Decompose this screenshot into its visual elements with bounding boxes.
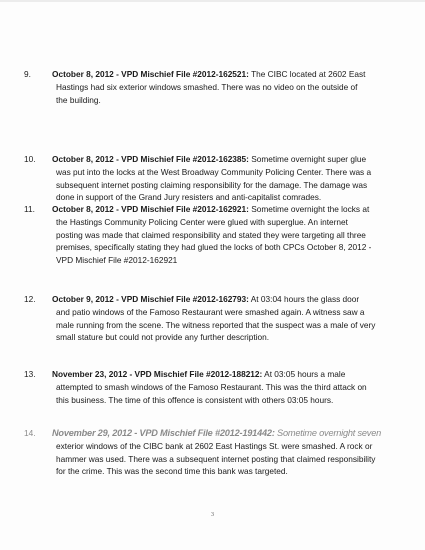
entry-line: for the crime. This was the second time this bank was targeted.: [56, 466, 288, 477]
entry-line: VPD Mischief File #2012-162921: [56, 255, 178, 266]
entry-text-run: Sometime overnight super glue: [248, 154, 367, 164]
entry-text: [52, 368, 382, 406]
scan-edge: [0, 0, 425, 2]
entry-line: the Hastings Community Policing Center were glued with superglue. An internet: [56, 216, 348, 227]
entry-line: male running from the scene. The witness reported that the suspect was a male of very: [56, 319, 376, 330]
entry-text-run: Sometime overnight seven: [274, 428, 382, 438]
entry-text-run: The CIBC located at 2602 East: [248, 69, 366, 79]
entry-line: was put into the locks at the West Broadway Community Policing Center. There was a: [56, 166, 372, 177]
entry-text-run: At 03:04 hours the glass door: [248, 294, 360, 304]
entry-line: [52, 203, 382, 216]
entry-line: and patio windows of the Famoso Restaurant were smashed again. A witness saw a: [56, 306, 365, 317]
entry-line: premises, specifically stating they had glued the locks of both CPCs October 8, 2012 -: [56, 242, 372, 253]
entry-text: [52, 153, 382, 204]
entry-text-run: At 03:05 hours a male: [262, 369, 346, 379]
entry-line: exterior windows of the CIBC bank at 2602 East Hastings St. were smashed. A rock or: [56, 440, 373, 451]
entry-heading: November 29, 2012 - VPD Mischief File #2012-191442:: [52, 428, 275, 438]
entry-line: Hastings had six exterior windows smashed. There was no video on the outside of: [56, 81, 358, 92]
entry-text: [52, 68, 382, 106]
entry-number: 10.: [24, 154, 36, 164]
entry-line: subsequent internet posting claiming responsibility for the damage. The damage was: [56, 179, 368, 190]
entry-text-run: Sometime overnight the locks at: [248, 204, 370, 214]
entry-line: attempted to smash windows of the Famoso Restaurant. This was the third attack on: [56, 381, 367, 392]
entry-text: [52, 427, 382, 478]
entry-line: [52, 68, 382, 81]
entry-line: [52, 368, 382, 381]
entry-line: [52, 427, 382, 440]
entry-heading: November 23, 2012 - VPD Mischief File #2012-188212:: [52, 369, 263, 379]
entry-line: hammer was used. There was a subsequent internet posting that claimed responsibility: [56, 453, 376, 464]
entry-line: posting was made that claimed responsibility and stated they were targeting all three: [56, 229, 366, 240]
entry-line: [52, 293, 382, 306]
entry-text: [52, 293, 382, 344]
entry-line: done in support of the Grand Jury resisters and anti-capitalist comrades.: [56, 192, 322, 203]
entry-text: [52, 203, 382, 267]
entry-number: 12.: [24, 294, 36, 304]
entry-number: 9.: [24, 69, 31, 79]
entry-line: small stature but could not provide any further description.: [56, 332, 270, 343]
entry-heading: October 9, 2012 - VPD Mischief File #2012-162793:: [52, 294, 249, 304]
entry-heading: October 8, 2012 - VPD Mischief File #2012-162521:: [52, 69, 249, 79]
entry-line: the building.: [56, 94, 101, 105]
entry-line: [52, 153, 382, 166]
entry-heading: October 8, 2012 - VPD Mischief File #2012-162921:: [52, 204, 249, 214]
entry-number: 14.: [24, 428, 36, 438]
entry-heading: October 8, 2012 - VPD Mischief File #2012-162385:: [52, 154, 249, 164]
entry-number: 11.: [24, 204, 35, 214]
page-number: 3: [211, 512, 214, 518]
entry-number: 13.: [24, 369, 36, 379]
entry-line: this business. The time of this offence is consistent with others 03:05 hours.: [56, 394, 334, 405]
